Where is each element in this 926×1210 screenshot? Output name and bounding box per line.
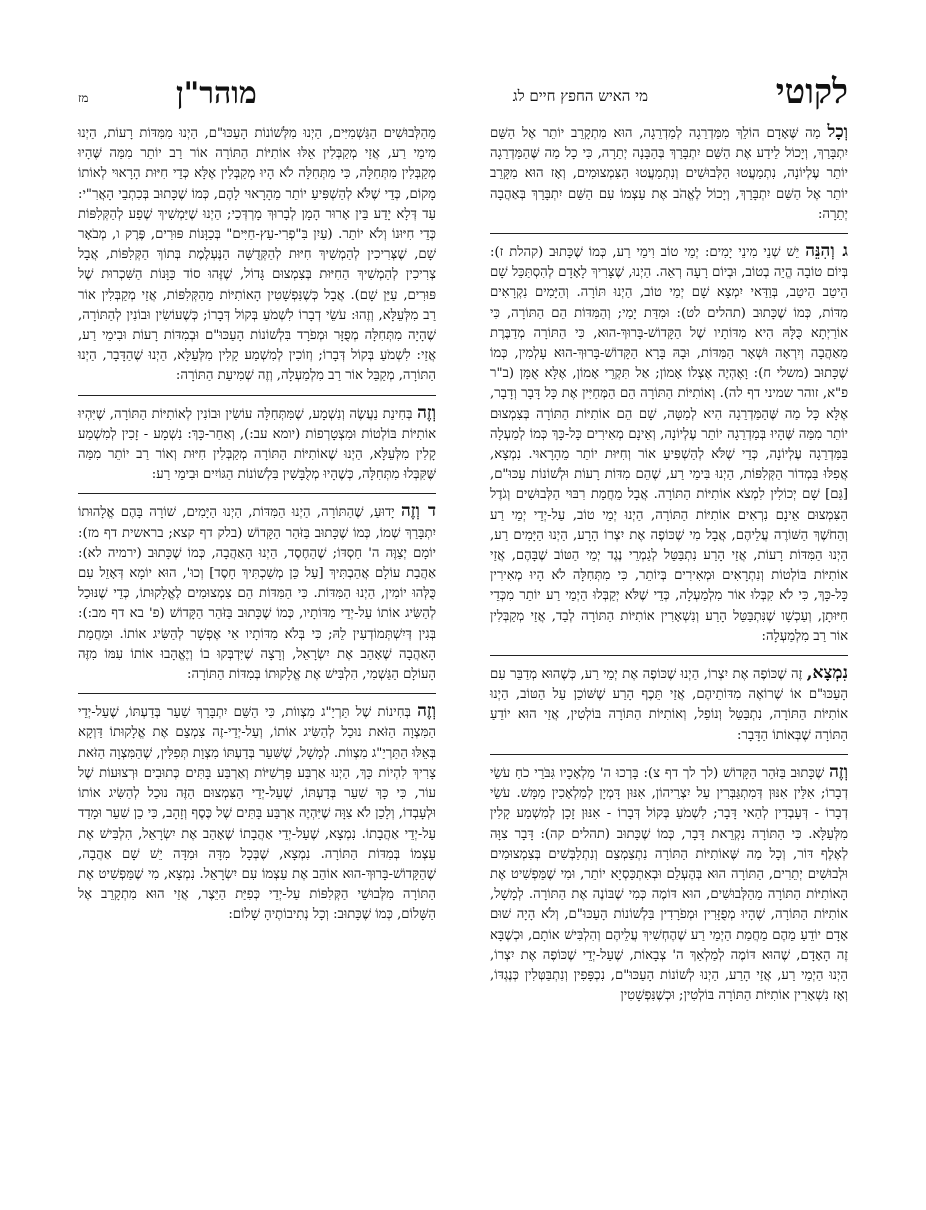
book-title-left: מוהר"ן bbox=[176, 76, 257, 111]
left-column bbox=[78, 122, 436, 934]
right-column bbox=[490, 122, 848, 1014]
paragraph-text: בְּחִינַת נַעֲשֶׂה וְנִשְׁמָע, שֶׁמִּתְּחִלָּה עוֹשִׂין וּבוֹנִין לְאוֹתִיּוֹת הַתּוֹרָה, שֶׁיִּהְיוּ אוֹתִיּוֹת בּוֹלְטוֹת וּמִצְטָרְפוֹת (יומא עב:), וְאַחַר-כָּךְ: נִשְׁמָע - זָכִין לְמִשְׁמַע קָלִין מִלְּעֵלָּא, הַיְנוּ שֶׁאוֹתִיּוֹת הַתּוֹרָה מְקַבְּלִין חִיּוּת וְאוֹר רַב יוֹתֵר מִמַּה שֶּׁקִּבְּלוּ מִתְּחִלָּה, כְּשֶׁהָיוּ מְלֻבָּשִׁין בִּלְשׁוֹנוֹת הַגּוֹיִים וּבִימֵי רַע: bbox=[78, 406, 436, 483]
paragraph-lead-word: וְזֶה bbox=[417, 701, 436, 722]
book-title-right: לקוטי bbox=[775, 72, 848, 112]
paragraph-lead-word: ג וְהִנֵּה bbox=[805, 241, 848, 262]
paragraph bbox=[490, 655, 848, 746]
paragraph-lead-word: וְזֶה bbox=[417, 402, 436, 423]
paragraph-text: זֶה שֶׁכּוֹפֶה אֶת יִצְרוֹ, הַיְנוּ שֶׁכּוֹפֶה אֶת יְמֵי רַע, כְּשֶׁהוּא מְדַבֵּר עִם הָעַכּוּ"ם אוֹ שֶׁרוֹאֶה מִדּוֹתֵיהֶם, אֲזַי תֵּכֶף הָרַע שֶׁשּׁוֹכֵן עַל הַטּוֹב, הַיְנוּ אוֹתִיּוֹת הַתּוֹרָה, נִתְבַּטֵּל וְנוֹפֵל, וְאוֹתִיּוֹת הַתּוֹרָה בּוֹלְטִין, אֲזַי הוּא יוֹדֵעַ הַתּוֹרָה שֶׁבְּאוֹתוֹ הַדָּבָר: bbox=[490, 667, 848, 743]
paragraph-text: בְּחִינוֹת שֶׁל תַּרְיַ"ג מִצְווֹת, כִּי הַשֵּׁם יִתְבָּרַךְ שַׁעַר בְּדַעְתּוֹ, שֶׁעַל-יְדֵי הַמִּצְוָה הַזֹּאת נוּכַל לְהַשִּׂיג אוֹתוֹ, וְעַל-יְדֵי-זֶה צִמְצֵם אֶת אֱלָקוּתוֹ דַּוְקָא בְּאֵלּוּ הַתַּרְיַ"ג מִצְווֹת. לְמָשָׁל, שֶׁשִּׁעֵר בְּדַעְתּוֹ מִצְוַת תְּפִלִּין, שֶׁהַמִּצְוָה הַזֹּאת צָרִיךְ לִהְיוֹת כָּךְ, הַיְנוּ אַרְבַּע פָּרְשִׁיּוֹת וְאַרְבַּע בָּתִּים כְּתוּבִים וּרְצוּעוֹת שֶׁל עוֹר, כִּי כָּךְ שִׁעֵר בְּדַעְתּוֹ, שֶׁעַל-יְדֵי הַצִּמְצוּם הַזֶּה נוּכַל לְהַשִּׂיג אוֹתוֹ וּלְעָבְדוֹ, וְלָכֵן לֹא צִוָּה שֶׁיִּהְיֶה אַרְבַּע בָּתִּים שֶׁל כֶּסֶף וְזָהָב, כִּי כֵן שִׁעֵר וּמָדַד עַל-יְדֵי אַהֲבָתוֹ. נִמְצָא, שֶׁעַל-יְדֵי אַהֲבָתוֹ שֶׁאָהַב אֶת יִשְׂרָאֵל, הִלְבִּישׁ אֶת עַצְמוֹ בְּמִדּוֹת הַתּוֹרָה. נִמְצָא, שֶׁבְּכָל מִדָּה וּמִדָּה יֵשׁ שָׁם אַהֲבָה, שֶׁהַקָּדוֹשׁ-בָּרוּךְ-הוּא אוֹהֵב אֶת עַצְמוֹ עִם יִשְׂרָאֵל. נִמְצָא, מִי שֶׁמַּפְשִׁיט אֶת הַתּוֹרָה מִלְּבוּשֵׁי הַקְּלִפּוֹת עַל-יְדֵי כְּפִיַּת הַיֵּצֶר, אֲזַי הוּא מִתְקָרֵב אֶל הַשָּׁלוֹם, כְּמוֹ שֶׁכָּתוּב: וְכָל נְתִיבוֹתֶיהָ שָׁלוֹם: bbox=[78, 705, 436, 923]
paragraph bbox=[490, 122, 848, 225]
page-header bbox=[78, 72, 848, 116]
paragraph-text: יֵשׁ שְׁנֵי מִינֵי יָמִים: יְמֵי טוֹב וִימֵי רַע, כְּמוֹ שֶׁכָּתוּב (קהלת ז): בְּיוֹם טוֹבָה הֱיֵה בְטוֹב, וּבְיוֹם רָעָה רְאֵה. הַיְנוּ, שֶׁצָּרִיךְ לָאָדָם לְהִסְתַּכֵּל שָׁם הֵיטֵב הֵיטֵב, בְּוַדַּאי יִמְצָא שָׁם יְמֵי טוֹב, הַיְנוּ תּוֹרָה. וְהַיָּמִים נִקְרָאִים מִדּוֹת, כְּמוֹ שֶׁכָּתוּב (תהלים לט): וּמִדַּת יָמַי; וְהַמִּדּוֹת הֵם הַתּוֹרָה, כִּי אוֹרַיְתָא כֻּלָּהּ הִיא מִדּוֹתָיו שֶׁל הַקָּדוֹשׁ-בָּרוּךְ-הוּא, כִּי הַתּוֹרָה מְדַבֶּרֶת מֵאַהֲבָה וְיִרְאָה וּשְׁאָר הַמִּדּוֹת, וּבָהּ בָּרָא הַקָּדוֹשׁ-בָּרוּךְ-הוּא עָלְמִין, כְּמוֹ שֶׁכָּתוּב (משלי ח): וָאֶהְיֶה אֶצְלוֹ אָמוֹן; אַל תִּקְרֵי אָמוֹן, אֶלָּא אֻמָּן (ב"ר פ"א, זוהר שמיני דף לה). וְאוֹתִיּוֹת הַתּוֹרָה הֵם הַמְּחַיִּין אֶת כָּל דָּבָר וְדָבָר, אֶלָּא כָּל מַה שֶּׁהַמַּדְרֵגָה הִיא לְמַטָּה, שָׁם הֵם אוֹתִיּוֹת הַתּוֹרָה בְּצִמְצוּם יוֹתֵר מִמַּה שֶּׁהָיוּ בְּמַדְרֵגָה יוֹתֵר עֶלְיוֹנָה, וְאֵינָם מְאִירִים כָּל-כָּךְ כְּמוֹ לְמַעְלָה בַּמַּדְרֵגָה עֶלְיוֹנָה, כְּדֵי שֶׁלֹּא לְהַשְׁפִּיעַ אוֹר וְחִיּוּת יוֹתֵר מֵהָרָאוּי. נִמְצָא, אֲפִלּוּ בִּמְדוֹר הַקְּלִפּוֹת, הַיְנוּ בִּימֵי רַע, שֶׁהֵם מִדּוֹת רָעוֹת וּלְשׁוֹנוֹת עַכּוּ"ם, [גַּם] שָׁם יְכוֹלִין לִמְצֹא אוֹתִיּוֹת הַתּוֹרָה. אֲבָל מֵחֲמַת רִבּוּי הַלְּבוּשִׁים וְגֹדֶל הַצִּמְצוּם אֵינָם נִרְאִים אוֹתִיּוֹת הַתּוֹרָה, הַיְנוּ יְמֵי טוֹב, עַל-יְדֵי יְמֵי רַע וְהַחֹשֶׁךְ הַשּׁוֹרֶה עֲלֵיהֶם, אֲבָל מִי שֶׁכּוֹפֶה אֶת יִצְרוֹ הָרָע, הַיְנוּ הַיָּמִים רַע, הַיְנוּ הַמִּדּוֹת רָעוֹת, אֲזַי הָרַע נִתְבַּטֵּל לְגַמְרֵי נֶגֶד יְמֵי הַטּוֹב שֶׁבָּהֶם, אֲזַי אוֹתִיּוֹת בּוֹלְטוֹת וְנִתְרָאִים וּמְאִירִים בְּיוֹתֵר, כִּי מִתְּחִלָּה לֹא הָיוּ מְאִירִין כָּל-כָּךְ, כִּי לֹא קִבְּלוּ אוֹר מִלְמַעְלָה, כְּדֵי שֶׁלֹּא יְקַבְּלוּ הַיְמֵי רַע יוֹתֵר מִכְּדֵי חִיּוּתָן, וְעַכְשָׁו שֶׁנִּתְבַּטֵּל הָרַע וְנִשְׁאָרִין אוֹתִיּוֹת הַתּוֹרָה לְבַד, אֲזַי מְקַבְּלִין אוֹר רַב מִלְמַעְלָה: bbox=[490, 245, 848, 644]
paragraph-text: שֶׁכָּתוּב בַּזֹּהַר הַקָּדוֹשׁ (לך לך דף צ): בָּרְכוּ ה' מַלְאָכָיו גִּבֹּרֵי כֹחַ עֹשֵׂי דְבָרוֹ; אִלֵּין אִנּוּן דְּמִתְגַּבְּרִין עַל יִצְרֵיהוֹן, אִנּוּן דָּמְיָן לְמַלְאָכִין מַמָּשׁ. עֹשֵׂי דְבָרוֹ - דְּעָבְדִין לְהַאי דָּבָר; לִשְׁמֹעַ בְּקוֹל דְּבָרוֹ - אִנּוּן זָכָן לְמִשְׁמַע קָלִין מִלְּעֵלָּא. כִּי הַתּוֹרָה נִקְרֵאת דָּבָר, כְּמוֹ שֶׁכָּתוּב (תהלים קה): דָּבָר צִוָּה לְאֶלֶף דּוֹר, וְכָל מַה שֶּׁאוֹתִיּוֹת הַתּוֹרָה נִתְצַמְצֵם וְנִתְלַבְּשִׁים בְּצִמְצוּמִים וּלְבוּשִׁים יְתֵרִים, הַתּוֹרָה הוּא בְּהֶעְלֵם וּבְאִתְכַּסְיָא יוֹתֵר, וּמִי שֶׁמַּפְשִׁיט אֶת הָאוֹתִיּוֹת הַתּוֹרָה מֵהַלְּבוּשִׁים, הוּא דּוֹמֶה כְּמִי שֶׁבּוֹנֶה אֶת הַתּוֹרָה. לְמָשָׁל, אוֹתִיּוֹת הַתּוֹרָה, שֶׁהָיוּ מְפֻזָּרִין וּמְפֹרָדִין בִּלְשׁוֹנוֹת הָעַכּוּ"ם, וְלֹא הָיָה שׁוּם אָדָם יוֹדֵעַ מֵהֶם מֵחֲמַת הַיְמֵי רַע שֶׁהֶחְשִׁיךְ עֲלֵיהֶם וְהִלְבִּישׁ אוֹתָם, וּכְשֶׁבָּא זֶה הָאָדָם, שֶׁהוּא דּוֹמֶה לְמַלְאַךְ ה' צְבָאוֹת, שֶׁעַל-יְדֵי שֶׁכּוֹפֶה אֶת יִצְרוֹ, הַיְנוּ הַיְמֵי רַע, אֲזַי הָרַע, הַיְנוּ לְשׁוֹנוֹת הָעַכּוּ"ם, נִכְפָּפִין וְנִתְבַּטְּלִין כְּנֶגְדּוֹ, וְאָז נִשְׁאָרִין אוֹתִיּוֹת הַתּוֹרָה בּוֹלְטִין; וּכְשֶׁנִּפְשָׁטִין bbox=[490, 765, 848, 1004]
paragraph-text: מַה שֶּׁאָדָם הוֹלֵךְ מִמַּדְרֵגָה לְמַדְרֵגָה, הוּא מִתְקָרֵב יוֹתֵר אֶל הַשֵּׁם יִתְבָּרַךְ, וְיָכוֹל לֵידַע אֶת הַשֵּׁם יִתְבָּרַךְ בְּהַבָּנָה יְתֵרָה, כִּי כָל מַה שֶּׁהַמַּדְרֵגָה יוֹתֵר עֶלְיוֹנָה, נִתְמַעֲטוּ הַלְּבוּשִׁים וְנִתְמַעֲטוּ הַצִּמְצוּמִים, וְאָז הוּא מִקָּרֵב יוֹתֵר אֶל הַשֵּׁם יִתְבָּרַךְ, וְיָכוֹל לֶאֱהֹב אֶת עַצְמוֹ עִם הַשֵּׁם יִתְבָּרַךְ בְּאַהֲבָה יְתֵרָה: bbox=[490, 126, 848, 222]
section-subtitle: מי האיש החפץ חיים לג bbox=[512, 87, 648, 105]
paragraph bbox=[78, 122, 436, 387]
paragraph-text: יָדוּעַ, שֶׁהַתּוֹרָה, הַיְנוּ הַמִּדּוֹת, הַיְנוּ הַיָּמִים, שׁוֹרָה בָּהֶם אֱלָהוּתוֹ יִתְבָּרַךְ שְׁמוֹ, כְּמוֹ שֶׁכָּתוּב בַּזֹּהַר הַקָּדוֹשׁ (בלק דף קצא; בראשית דף מז): יוֹמָם יְצַוֶּה ה' חַסְדּוֹ; שֶׁהַחֶסֶד, הַיְנוּ הָאַהֲבָה, כְּמוֹ שֶׁכָּתוּב (ירמיה לא): אַהֲבַת עוֹלָם אֲהַבְתִּיךְ [עַל כֵּן מְשַׁכְתִּיךְ חָסֶד] וְכוּ', הוּא יוֹמָא דְּאָזֵל עִם כֻּלְּהוּ יוֹמִין, הַיְנוּ הַמִּדּוֹת. כִּי הַמִּדּוֹת הֵם צִמְצוּמִים לֶאֱלָקוּתוֹ, כְּדֵי שֶׁנּוּכַל לְהַשִּׂיג אוֹתוֹ עַל-יְדֵי מִדּוֹתָיו, כְּמוֹ שֶׁכָּתוּב בַּזֹּהַר הַקָּדוֹשׁ (פ' בא דף מב:): בְּגִין דְּיִשְׁתְּמוֹדְעִין לֵהּ; כִּי בְּלֹא מִדּוֹתָיו אִי אֶפְשָׁר לְהַשִּׂיג אוֹתוֹ. וּמֵחֲמַת הָאַהֲבָה שֶׁאָהַב אֶת יִשְׂרָאֵל, וְרָצָה שֶׁיִּדְבְּקוּ בוֹ וְיֶאֱהָבוּ אוֹתוֹ עִמּוֹ מִזֶּה הָעוֹלָם הַגַּשְׁמִי, הִלְבִּישׁ אֶת אֱלָקוּתוֹ בְּמִדּוֹת הַתּוֹרָה: bbox=[78, 505, 436, 683]
paragraph bbox=[490, 233, 848, 647]
paragraph-lead-word: וְכָל bbox=[827, 122, 848, 142]
paragraph bbox=[78, 493, 436, 685]
paragraph bbox=[490, 754, 848, 1006]
paragraph-lead-word: ד וְזֶה bbox=[400, 501, 436, 522]
page-number: מז bbox=[78, 91, 89, 105]
paragraph-text: מֵהַלְּבוּשִׁים הַגַּשְׁמִיִּים, הַיְנוּ מִלְּשׁוֹנוֹת הָעַכּוּ"ם, הַיְנוּ מִמִּדּוֹת רָעוֹת, הַיְנוּ מִימֵי רַע, אֲזַי מְקַבְּלִין אֵלּוּ אוֹתִיּוֹת הַתּוֹרָה אוֹר רַב יוֹתֵר מִמַּה שֶּׁהָיוּ מְקַבְּלִין מִתְּחִלָּה, כִּי מִתְּחִלָּה לֹא הָיוּ מְקַבְּלִין אֶלָּא כְּדֵי חִיּוּת הָרָאוּי לְאוֹתוֹ מָקוֹם, כְּדֵי שֶׁלֹּא לְהַשְׁפִּיעַ יוֹתֵר מֵהָרָאוּי לָהֶם, כְּמוֹ שֶׁכָּתוּב בְּכִתְבֵי הָאֲרִ"י: עַד דְּלָא יָדַע בֵּין אָרוּר הָמָן לְבָרוּךְ מָרְדְּכַי; הַיְנוּ שֶׁיַּמְשִׁיךְ שֶׁפַע לְהַקְּלִפּוֹת כְּדֵי חִיּוּנוֹ וְלֹא יוֹתֵר. (עַיִן בִּ"פְרִי-עֵץ-חַיִּים" בְּכַוָּנוֹת פּוּרִים, פֶּרֶק ו, מְבֹאָר שָׁם, שֶׁצְּרִיכִין לְהַמְשִׁיךְ חִיּוּת לְהַקְּדֻשָּׁה הַנֶּעְלֶמֶת בְּתוֹךְ הַקְּלִפּוֹת, אֲבָל צְרִיכִין לְהַמְשִׁיךְ הַחִיּוּת בְּצִמְצוּם גָּדוֹל, שֶׁזֶּהוּ סוֹד כַּוָּנוֹת הַשִּׁכְרוּת שֶׁל פּוּרִים, עַיֵּן שָׁם). אֲבָל כְּשֶׁנִּפְשָׁטִין הָאוֹתִיּוֹת מֵהַקְּלִפּוֹת, אֲזַי מְקַבְּלִין אוֹר רַב מִלְּעֵלָּא, וְזֶהוּ: עֹשֵׂי דְבָרוֹ לִשְׁמֹעַ בְּקוֹל דְּבָרוֹ; כְּשֶׁעוֹשִׂין וּבוֹנִין לְהַתּוֹרָה, שֶׁהָיָה מִתְּחִלָּה מְפֻזָּר וּמְפֹרָד בִּלְשׁוֹנוֹת הָעַכּוּ"ם וּבְמִדּוֹת רָעוֹת וּבִימֵי רַע, אֲזַי: לִשְׁמֹעַ בְּקוֹל דְּבָרוֹ; וְזוֹכִין לְמִשְׁמַע קָלִין מִלְּעֵלָּא, הַיְנוּ שֶׁהַדָּבָר, הַיְנוּ הַתּוֹרָה, מְקַבֵּל אוֹר רַב מִלְמַעְלָה, וְזֶה שְׁמִיעַת הַתּוֹרָה: bbox=[78, 126, 436, 384]
paragraph bbox=[78, 693, 436, 925]
paragraph bbox=[78, 395, 436, 486]
paragraph-lead-word: נִמְצָא, bbox=[806, 663, 848, 684]
paragraph-lead-word: וְזֶה bbox=[829, 761, 848, 782]
